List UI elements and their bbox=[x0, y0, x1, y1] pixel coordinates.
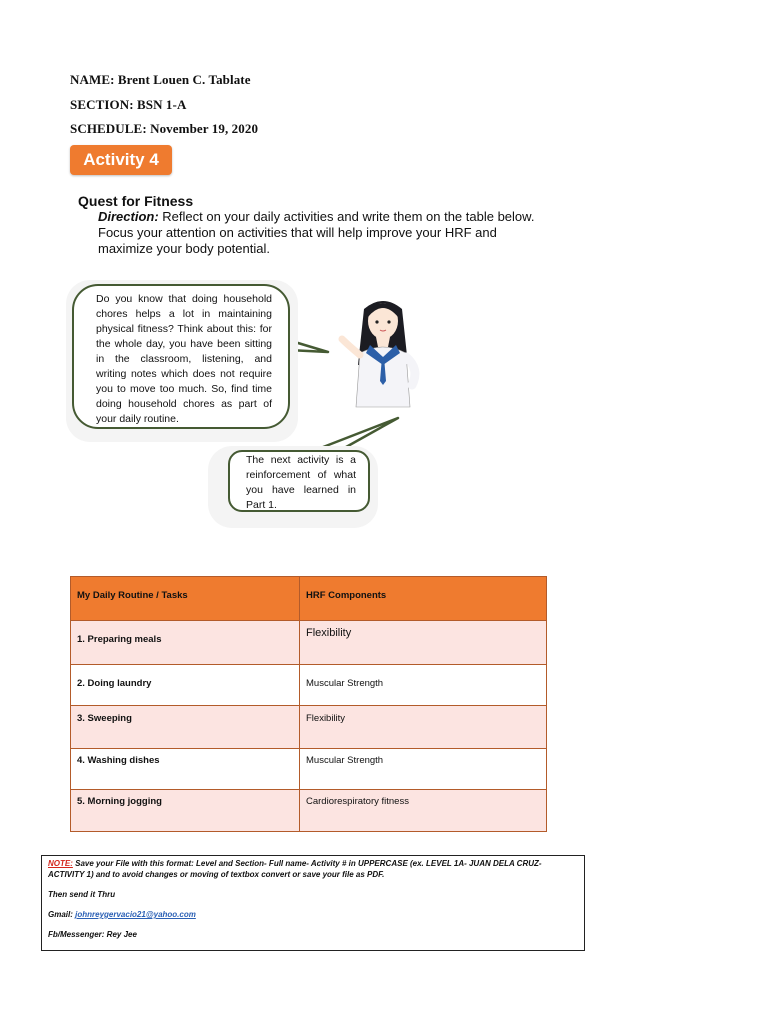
table-row bbox=[71, 749, 547, 790]
student-name: NAME: Brent Louen C. Tablate bbox=[70, 72, 251, 87]
student-section: SECTION: BSN 1-A bbox=[70, 97, 187, 112]
student-girl-illustration bbox=[336, 295, 430, 415]
header-tasks: My Daily Routine / Tasks bbox=[71, 577, 300, 621]
bottom-speech-bubble: The next activity is a reinforcement of what you have learned in Part 1. bbox=[228, 450, 370, 512]
note-text: Save your File with this format: Level and Section- Full name- Activity # in UPPERCASE (ex. LEVEL 1A- JUAN DELA CRUZ- ACTIVITY 1) and to avoid changes or moving of textbox convert or save your file as PDF. bbox=[48, 859, 542, 879]
table-row bbox=[71, 621, 547, 665]
task-cell: 1. Preparing meals bbox=[71, 621, 300, 665]
task-cell: 4. Washing dishes bbox=[71, 749, 300, 790]
schedule-date: SCHEDULE: November 19, 2020 bbox=[70, 121, 259, 136]
note-label: NOTE: bbox=[48, 859, 73, 868]
table-header-row bbox=[71, 577, 547, 621]
hrf-cell: Cardiorespiratory fitness bbox=[300, 790, 547, 832]
task-cell: 2. Doing laundry bbox=[71, 665, 300, 706]
hrf-cell: Flexibility bbox=[300, 706, 547, 749]
task-cell: 5. Morning jogging bbox=[71, 790, 300, 832]
table-row bbox=[71, 706, 547, 749]
table-row bbox=[71, 790, 547, 832]
direction-body: Reflect on your daily activities and write them on the table below. Focus your attention on activities that will help improve your HRF and maximize your body potential. bbox=[98, 209, 535, 256]
daily-routine-table bbox=[70, 576, 547, 832]
note-box bbox=[41, 855, 585, 951]
left-speech-bubble: Do you know that doing household chores helps a lot in maintaining physical fitness? Think about this: for the whole day, you have been sitting in the classroom, listening, and writing notes which does not require you to move too much. So, find time doing household chores as part of your daily routine. bbox=[72, 284, 290, 429]
task-cell: 3. Sweeping bbox=[71, 706, 300, 749]
hrf-cell: Muscular Strength bbox=[300, 749, 547, 790]
fb-messenger: Fb/Messenger: Rey Jee bbox=[48, 930, 137, 939]
hrf-cell: Flexibility bbox=[300, 621, 547, 665]
gmail-link[interactable]: johnreygervacio21@yahoo.com bbox=[75, 910, 196, 919]
quest-title: Quest for Fitness bbox=[78, 193, 194, 209]
table-row bbox=[71, 665, 547, 706]
header-hrf: HRF Components bbox=[300, 577, 547, 621]
note-send: Then send it Thru bbox=[48, 890, 116, 899]
direction-label: Direction: bbox=[98, 209, 159, 224]
hrf-cell: Muscular Strength bbox=[300, 665, 547, 706]
activity-badge: Activity 4 bbox=[70, 145, 172, 175]
gmail-label: Gmail: bbox=[48, 910, 76, 919]
